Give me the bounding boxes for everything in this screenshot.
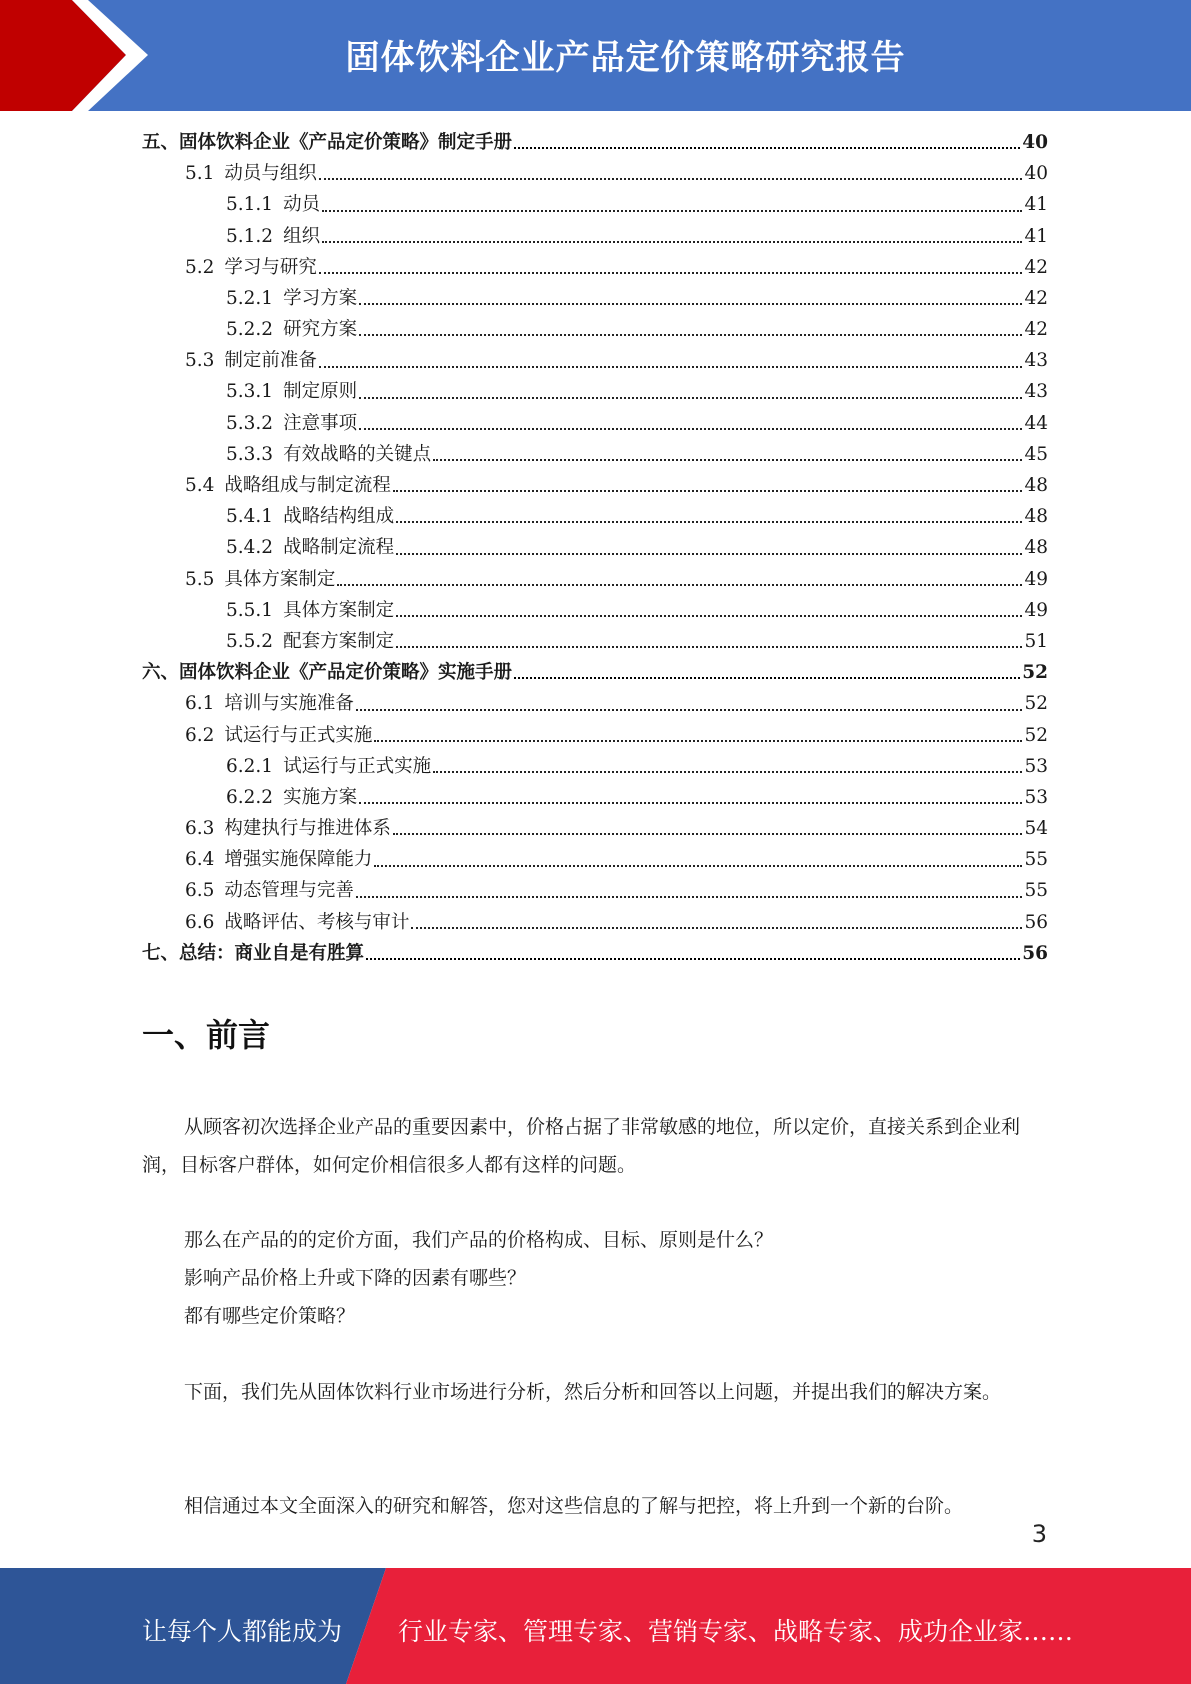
toc-entry[interactable]: [142, 782, 1048, 813]
paragraph-analysis: 下面，我们先从固体饮料行业市场进行分析，然后分析和回答以上问题，并提出我们的解决方案。: [184, 1381, 1002, 1403]
toc-entry[interactable]: [142, 408, 1048, 439]
toc-dot-leader: [322, 210, 1022, 212]
toc-entry-number: 5.4.2: [226, 537, 274, 559]
toc-entry-page: 42: [1024, 256, 1048, 278]
toc-entry-number: 5.1.1: [226, 194, 274, 216]
toc-entry-number: 6.1: [185, 693, 215, 715]
toc-entry-title: 动态管理与完善: [224, 880, 354, 902]
toc-entry-title: 培训与实施准备: [224, 693, 354, 715]
toc-entry[interactable]: [142, 252, 1048, 283]
toc-entry-number: 5.2.2: [226, 319, 274, 341]
toc-entry-title: 战略结构组成: [283, 506, 395, 528]
toc-entry[interactable]: [142, 314, 1048, 345]
toc-entry[interactable]: [142, 221, 1048, 252]
toc-dot-leader: [433, 771, 1022, 773]
toc-entry-page: 48: [1024, 475, 1048, 497]
toc-dot-leader: [366, 958, 1020, 960]
header-title: 固体饮料企业产品定价策略研究报告: [345, 38, 906, 78]
toc-entry-number: 5.5.2: [226, 630, 274, 652]
toc-entry-title: 具体方案制定: [283, 599, 395, 621]
paragraph-intro: 从顾客初次选择企业产品的重要因素中，价格占据了非常敏感的地位，所以定价，直接关系到企业利润，目标客户群体，如何定价相信很多人都有这样的问题。: [142, 1116, 1021, 1176]
toc-entry-number: 6.5: [185, 880, 215, 902]
toc-entry[interactable]: [142, 189, 1048, 220]
toc-dot-leader: [396, 615, 1022, 617]
toc-entry-title: 动员: [283, 194, 321, 216]
page-number: 3: [1031, 1520, 1047, 1548]
toc-dot-leader: [359, 334, 1022, 336]
toc-entry-title: 构建执行与推进体系: [224, 818, 391, 840]
toc-entry-page: 48: [1024, 506, 1048, 528]
toc-entry-title: 制定原则: [283, 381, 358, 403]
toc-entry-title: 制定前准备: [224, 350, 317, 372]
toc-entry-page: 53: [1024, 755, 1048, 777]
toc-entry[interactable]: [142, 377, 1048, 408]
toc-entry-title: 有效战略的关键点: [283, 443, 432, 465]
toc-entry-page: 55: [1024, 880, 1048, 902]
toc-entry-page: 42: [1024, 287, 1048, 309]
toc-entry-title: 动员与组织: [224, 163, 317, 185]
toc-entry[interactable]: [142, 938, 1048, 969]
toc-entry-title: 配套方案制定: [283, 630, 395, 652]
toc-entry-number: 5.5: [185, 568, 215, 590]
toc-entry[interactable]: [142, 907, 1048, 938]
toc-entry-number: 6.2: [185, 724, 215, 746]
toc-entry-page: 49: [1024, 568, 1048, 590]
toc-entry-page: 40: [1022, 131, 1048, 153]
toc-entry[interactable]: [142, 564, 1048, 595]
toc-entry[interactable]: [142, 657, 1048, 688]
toc-entry-page: 41: [1024, 194, 1048, 216]
footer-slogan-right: 行业专家、管理专家、营销专家、战略专家、成功企业家……: [398, 1617, 1074, 1646]
toc-entry-number: 5.1: [185, 163, 215, 185]
toc-entry-title: 具体方案制定: [224, 568, 336, 590]
toc-entry-page: 42: [1024, 319, 1048, 341]
toc-entry-number: 5.3.2: [226, 412, 274, 434]
toc-entry-title: 研究方案: [283, 319, 358, 341]
toc-entry-page: 48: [1024, 537, 1048, 559]
toc-dot-leader: [396, 521, 1022, 523]
toc-entry-page: 41: [1024, 225, 1048, 247]
toc-dot-leader: [374, 740, 1022, 742]
toc-dot-leader: [356, 896, 1023, 898]
toc-entry-page: 45: [1024, 443, 1048, 465]
toc-dot-leader: [319, 366, 1023, 368]
toc-entry-title: 战略组成与制定流程: [224, 475, 391, 497]
toc-entry-number: 5.1.2: [226, 225, 274, 247]
toc-entry[interactable]: [142, 751, 1048, 782]
toc-entry-page: 56: [1024, 911, 1048, 933]
toc-entry-title: 注意事项: [283, 412, 358, 434]
toc-entry-number: 5.3.3: [226, 443, 274, 465]
paragraph-closing: 相信通过本文全面深入的研究和解答，您对这些信息的了解与把控，将上升到一个新的台阶。: [184, 1495, 964, 1517]
toc-entry-title: 五、固体饮料企业《产品定价策略》制定手册: [142, 131, 513, 153]
toc-entry[interactable]: [142, 345, 1048, 376]
toc-entry-page: 53: [1024, 786, 1048, 808]
toc-entry-page: 43: [1024, 350, 1048, 372]
toc-entry-title: 战略制定流程: [283, 537, 395, 559]
toc-entry[interactable]: [142, 283, 1048, 314]
footer-slogan-left: 让每个人都能成为: [142, 1617, 343, 1646]
question-line-3: 都有哪些定价策略？: [184, 1305, 356, 1327]
toc-entry-number: 5.2.1: [226, 287, 274, 309]
toc-entry[interactable]: [142, 720, 1048, 751]
toc-entry[interactable]: [142, 595, 1048, 626]
header-banner: [0, 0, 1191, 111]
toc-entry-page: 52: [1024, 724, 1048, 746]
toc-entry-page: 49: [1024, 599, 1048, 621]
toc-entry[interactable]: [142, 158, 1048, 189]
toc-entry-page: 40: [1024, 163, 1048, 185]
toc-entry[interactable]: [142, 876, 1048, 907]
toc-dot-leader: [393, 833, 1023, 835]
toc-dot-leader: [433, 459, 1022, 461]
toc-entry[interactable]: [142, 501, 1048, 532]
toc-entry-number: 5.2: [185, 256, 215, 278]
toc-entry-page: 56: [1022, 942, 1048, 964]
toc-entry-number: 5.4: [185, 475, 215, 497]
toc-dot-leader: [393, 490, 1023, 492]
toc-dot-leader: [322, 241, 1022, 243]
toc-entry-title: 组织: [283, 225, 321, 247]
toc-entry-number: 5.5.1: [226, 599, 274, 621]
toc-entry-page: 52: [1022, 662, 1048, 684]
toc-entry[interactable]: [142, 470, 1048, 501]
toc-entry-page: 43: [1024, 381, 1048, 403]
toc-entry-title: 学习方案: [283, 287, 358, 309]
toc-dot-leader: [396, 553, 1022, 555]
toc-entry[interactable]: [142, 532, 1048, 563]
toc-entry-number: 5.4.1: [226, 506, 274, 528]
toc-entry-page: 44: [1024, 412, 1048, 434]
toc-dot-leader: [356, 709, 1023, 711]
toc-dot-leader: [396, 646, 1022, 648]
toc-entry-number: 6.6: [185, 911, 215, 933]
toc-entry-title: 战略评估、考核与审计: [224, 911, 410, 933]
toc-entry-title: 增强实施保障能力: [224, 849, 373, 871]
toc-entry-page: 51: [1024, 630, 1048, 652]
toc-entry-number: 5.3.1: [226, 381, 274, 403]
toc-entry-page: 55: [1024, 849, 1048, 871]
toc-entry[interactable]: [142, 127, 1048, 158]
toc-entry[interactable]: [142, 626, 1048, 657]
section-heading: 一、前言: [142, 1016, 271, 1054]
toc-dot-leader: [319, 178, 1023, 180]
toc-entry-number: 6.4: [185, 849, 215, 871]
toc-dot-leader: [514, 677, 1020, 679]
toc-entry-title: 学习与研究: [224, 256, 317, 278]
toc-dot-leader: [319, 272, 1023, 274]
toc-entry-title: 实施方案: [283, 786, 358, 808]
toc-dot-leader: [374, 865, 1022, 867]
toc-dot-leader: [359, 397, 1022, 399]
toc-entry-title: 试运行与正式实施: [224, 724, 373, 746]
toc-entry-title: 六、固体饮料企业《产品定价策略》实施手册: [142, 662, 513, 684]
toc-entry-title: 七、总结：商业自是有胜算: [142, 942, 365, 964]
toc-dot-leader: [514, 147, 1020, 149]
toc-dot-leader: [359, 802, 1022, 804]
toc-dot-leader: [359, 303, 1022, 305]
toc-entry-page: 54: [1024, 818, 1048, 840]
toc-entry-page: 52: [1024, 693, 1048, 715]
toc-entry-title: 试运行与正式实施: [283, 755, 432, 777]
toc-entry-number: 6.2.2: [226, 786, 274, 808]
toc-entry[interactable]: [142, 844, 1048, 875]
question-line-1: 那么在产品的的定价方面，我们产品的价格构成、目标、原则是什么？: [184, 1229, 774, 1251]
toc-entry-number: 6.2.1: [226, 755, 274, 777]
toc-dot-leader: [411, 927, 1022, 929]
toc-dot-leader: [359, 428, 1022, 430]
table-of-contents: [142, 127, 1048, 969]
toc-entry-number: 5.3: [185, 350, 215, 372]
toc-entry[interactable]: [142, 439, 1048, 470]
question-line-2: 影响产品价格上升或下降的因素有哪些？: [184, 1267, 527, 1289]
footer-banner: [0, 1568, 1191, 1684]
toc-entry-number: 6.3: [185, 818, 215, 840]
toc-dot-leader: [337, 584, 1022, 586]
toc-entry[interactable]: [142, 813, 1048, 844]
toc-entry[interactable]: [142, 688, 1048, 719]
